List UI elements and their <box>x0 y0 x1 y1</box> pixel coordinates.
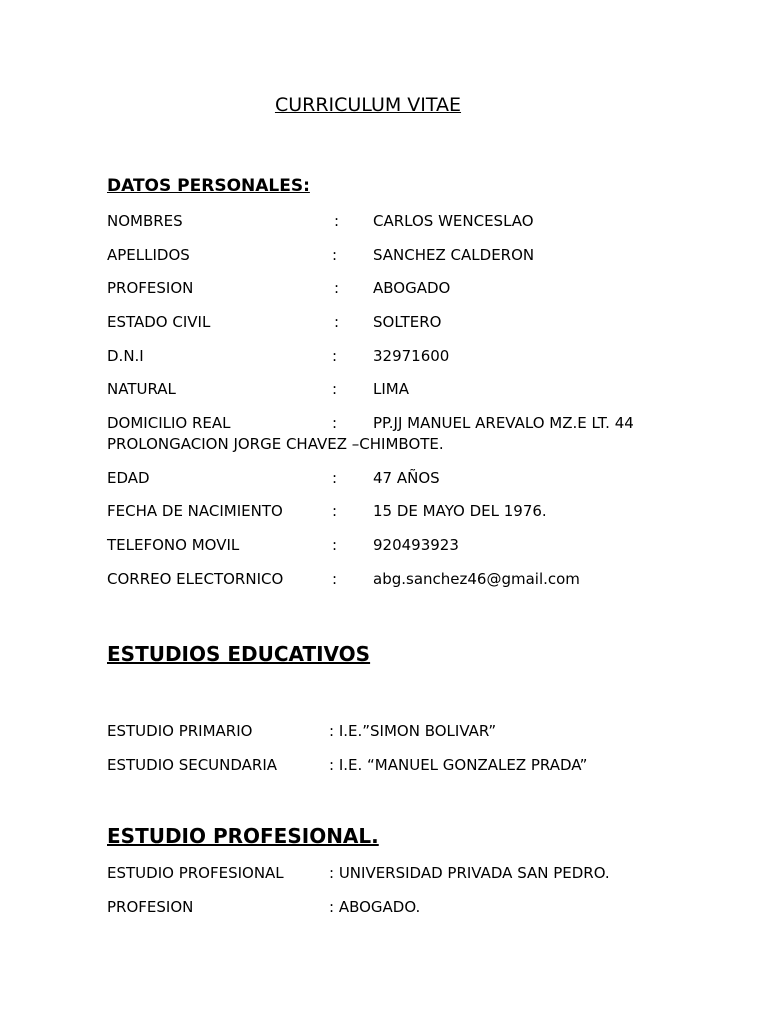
row-separator: : <box>332 414 338 432</box>
row-separator: : <box>332 502 338 520</box>
row-label: EDAD <box>107 469 150 487</box>
personal-data-heading: DATOS PERSONALES: <box>107 176 310 196</box>
row-label: PROFESION <box>107 279 194 297</box>
education-heading: ESTUDIOS EDUCATIVOS <box>107 642 371 666</box>
row-value: LIMA <box>373 380 409 398</box>
row-value: : I.E.”SIMON BOLIVAR” <box>329 722 497 740</box>
row-separator: : <box>334 313 340 331</box>
row-label: PROFESION <box>107 898 194 916</box>
row-separator: : <box>334 212 340 230</box>
row-value: CARLOS WENCESLAO <box>373 212 534 230</box>
row-label: ESTUDIO PROFESIONAL <box>107 864 284 882</box>
row-value: 47 AÑOS <box>373 469 440 487</box>
row-value: SANCHEZ CALDERON <box>373 246 535 264</box>
row-label: NOMBRES <box>107 212 183 230</box>
row-label: ESTUDIO SECUNDARIA <box>107 756 278 774</box>
row-value: 32971600 <box>373 347 450 365</box>
row-value: SOLTERO <box>373 313 442 331</box>
row-label: TELEFONO MOVIL <box>107 536 240 554</box>
email-value: abg.sanchez46@gmail.com <box>373 570 580 588</box>
row-label: ESTADO CIVIL <box>107 313 211 331</box>
professional-heading: ESTUDIO PROFESIONAL. <box>107 824 379 848</box>
row-value: : I.E. “MANUEL GONZALEZ PRADA” <box>329 756 588 774</box>
row-separator: : <box>334 279 340 297</box>
row-value: : ABOGADO. <box>329 898 421 916</box>
row-label: D.N.I <box>107 347 144 365</box>
row-label: APELLIDOS <box>107 246 190 264</box>
row-value: 15 DE MAYO DEL 1976. <box>373 502 547 520</box>
row-separator: : <box>332 469 338 487</box>
row-value: ABOGADO <box>373 279 451 297</box>
row-separator: : <box>332 570 338 588</box>
row-separator: : <box>332 380 338 398</box>
row-label: NATURAL <box>107 380 176 398</box>
domicilio-continuation: PROLONGACION JORGE CHAVEZ –CHIMBOTE. <box>107 435 444 453</box>
row-separator: : <box>332 536 338 554</box>
row-label: DOMICILIO REAL <box>107 414 231 432</box>
row-label: FECHA DE NACIMIENTO <box>107 502 283 520</box>
row-label: ESTUDIO PRIMARIO <box>107 722 253 740</box>
row-separator: : <box>332 246 338 264</box>
row-value: 920493923 <box>373 536 459 554</box>
row-separator: : <box>332 347 338 365</box>
row-label: CORREO ELECTORNICO <box>107 570 284 588</box>
document-title: CURRICULUM VITAE <box>274 94 462 116</box>
row-value: : UNIVERSIDAD PRIVADA SAN PEDRO. <box>329 864 610 882</box>
row-value: PP.JJ MANUEL AREVALO MZ.E LT. 44 <box>373 414 634 432</box>
